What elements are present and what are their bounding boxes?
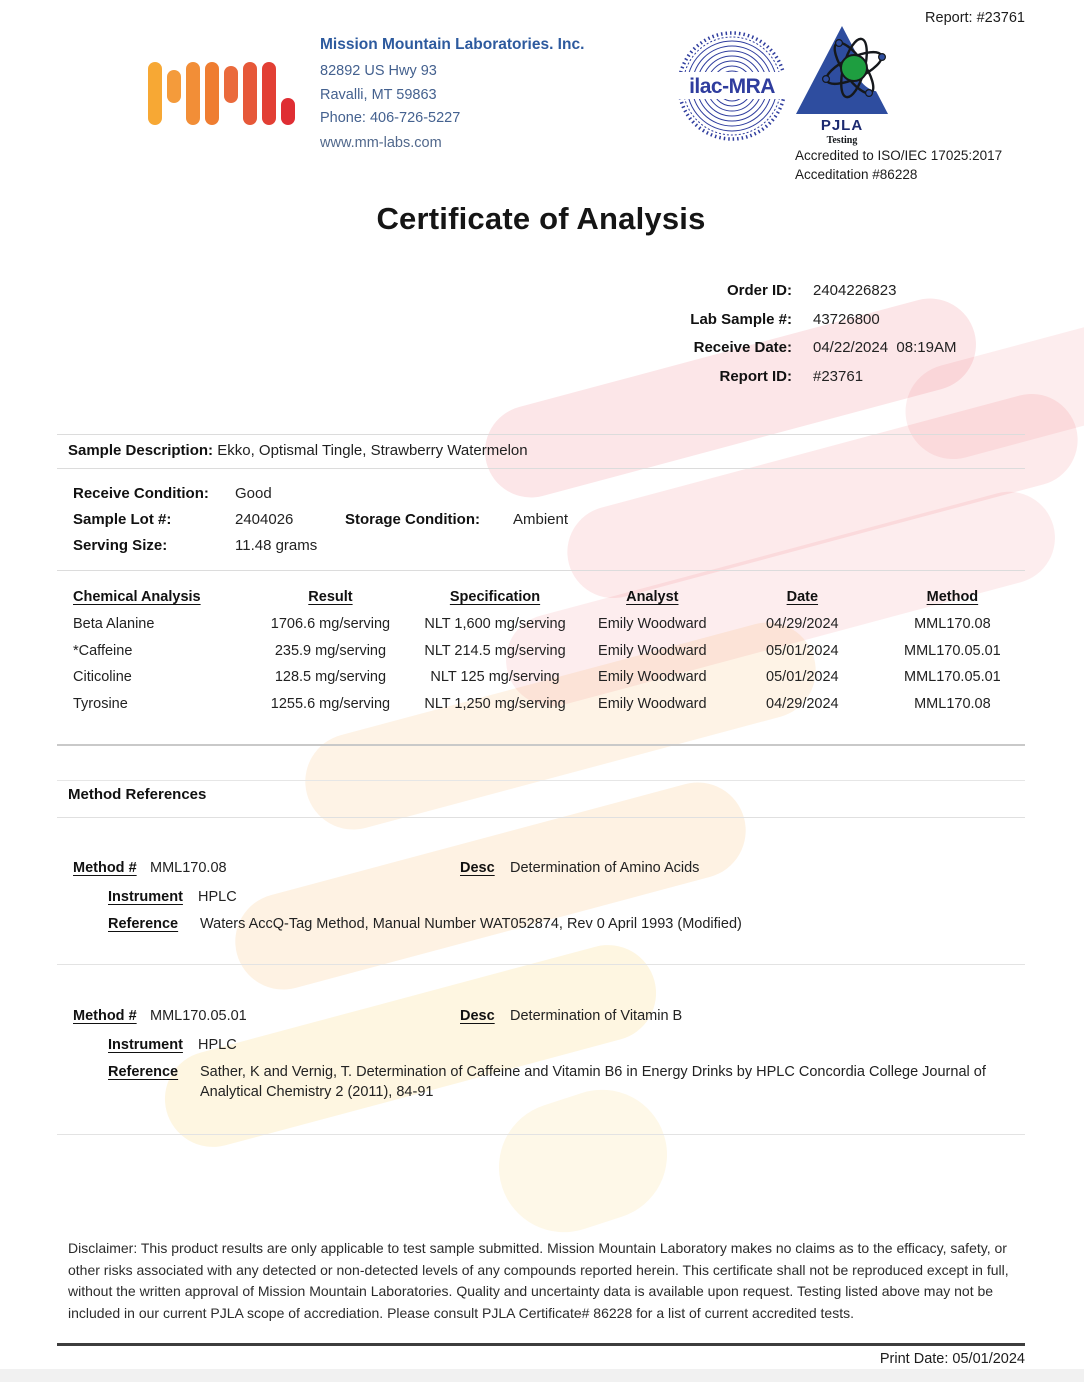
col-header-analyst: Analyst [626, 589, 679, 605]
logo-bar [224, 66, 238, 103]
table-row [57, 638, 1025, 665]
receive-condition-label: Receive Condition: [73, 485, 209, 502]
sample-description-band [57, 434, 1025, 469]
method-number-label: Method # [73, 1008, 137, 1024]
divider [57, 817, 1025, 818]
sample-conditions [57, 481, 1025, 559]
cell-analyst: Emily Woodward [598, 669, 707, 686]
logo-bar [167, 70, 181, 103]
col-header-chemical-analysis: Chemical Analysis [73, 589, 201, 605]
report-id-label: Report ID: [719, 367, 792, 385]
col-header-method: Method [926, 589, 979, 605]
serving-size-label: Serving Size: [73, 537, 168, 554]
pjla-sub-label: Testing [826, 135, 858, 146]
serving-size-value: 11.48 grams [235, 537, 318, 554]
cell-analyst: Emily Woodward [598, 616, 707, 633]
page-edge [0, 1369, 1084, 1382]
lab-sample-value: 43726800 [813, 310, 880, 328]
col-header-date: Date [786, 589, 819, 605]
sample-lot-value: 2404026 [235, 511, 294, 528]
receive-date-label: Receive Date: [693, 339, 792, 356]
sample-lot-row [57, 507, 1025, 533]
col-header-result: Result [308, 589, 353, 605]
sample-description-label: Sample Description: [68, 442, 214, 459]
cell-method: MML170.08 [914, 616, 991, 633]
cell-date: 04/29/2024 [766, 616, 839, 633]
cell-date: 05/01/2024 [766, 669, 839, 686]
method-1-instrument: HPLC [198, 889, 237, 905]
method-2-reference: Sather, K and Vernig, T. Determination of Caffeine and Vitamin B6 in Energy Drinks by HPLC Concordia College Journal of Analytical Chemistry 2 (2011), 84-91 [200, 1064, 986, 1100]
method-2-id: MML170.05.01 [150, 1008, 247, 1024]
pjla-logo [792, 22, 904, 146]
cell-analyte: Beta Alanine [73, 616, 155, 633]
print-date: Print Date: 05/01/2024 [879, 1351, 1025, 1367]
cell-specification: NLT 1,600 mg/serving [424, 616, 566, 633]
receive-date-value: 04/22/2024 08:19AM [813, 339, 957, 356]
sample-description-value: Ekko, Optismal Tingle, Strawberry Watermelon [217, 442, 528, 459]
col-header-specification: Specification [449, 589, 541, 605]
page-title: Certificate of Analysis [376, 201, 706, 236]
logo-bar [148, 62, 162, 125]
lab-sample-row [500, 310, 970, 330]
cell-analyte: Tyrosine [73, 695, 128, 712]
sample-lot-label: Sample Lot #: [73, 511, 172, 528]
cell-specification: NLT 125 mg/serving [430, 669, 560, 686]
table-row [57, 664, 1025, 691]
ilac-mra-label: ilac-MRA [689, 75, 775, 98]
table-row [57, 611, 1025, 638]
chemical-analysis-table [57, 583, 1025, 717]
cell-result: 235.9 mg/serving [274, 642, 387, 659]
accreditation-text [795, 146, 1002, 184]
method-1-id: MML170.08 [150, 860, 227, 876]
company-address-line-1: 82892 US Hwy 93 [320, 63, 437, 79]
accreditation-line-1: Accredited to ISO/IEC 17025:2017 [795, 148, 1003, 163]
storage-condition-value: Ambient [513, 511, 569, 528]
cell-analyte: *Caffeine [73, 642, 133, 659]
logo-bar [262, 62, 276, 125]
storage-condition-label: Storage Condition: [345, 511, 480, 528]
instrument-label: Instrument [108, 1037, 183, 1053]
company-name: Mission Mountain Laboratories. Inc. [320, 36, 585, 53]
ilac-mra-logo [676, 28, 788, 144]
company-info [320, 36, 584, 151]
company-phone: Phone: 406-726-5227 [320, 110, 461, 126]
serving-size-row [57, 533, 1025, 559]
divider [57, 1134, 1025, 1135]
method-1-reference: Waters AccQ-Tag Method, Manual Number WAT052874, Rev 0 April 1993 (Modified) [200, 916, 742, 932]
pjla-label: PJLA [820, 117, 864, 134]
divider [57, 744, 1025, 746]
cell-analyst: Emily Woodward [598, 695, 707, 712]
receive-condition-value: Good [235, 485, 272, 502]
logo-bar [186, 62, 200, 125]
method-references-heading: Method References [68, 786, 207, 803]
cell-result: 1706.6 mg/serving [270, 616, 391, 633]
receive-date-row [500, 338, 970, 358]
instrument-label: Instrument [108, 889, 183, 905]
mml-logo [148, 62, 298, 125]
cell-date: 05/01/2024 [766, 642, 839, 659]
cell-specification: NLT 214.5 mg/serving [424, 642, 566, 659]
report-id-row [500, 367, 970, 387]
reference-label: Reference [108, 916, 179, 932]
logo-bar [281, 98, 295, 125]
order-id-label: Order ID: [726, 282, 792, 299]
order-info [500, 281, 970, 395]
method-number-label: Method # [73, 860, 137, 876]
divider [57, 570, 1025, 571]
cell-specification: NLT 1,250 mg/serving [424, 695, 566, 712]
cell-analyte: Citicoline [73, 669, 132, 686]
desc-label: Desc [460, 860, 495, 876]
divider [57, 780, 1025, 781]
cell-method: MML170.05.01 [904, 669, 1001, 686]
logo-bar [243, 62, 257, 125]
cell-date: 04/29/2024 [766, 695, 839, 712]
cell-result: 1255.6 mg/serving [270, 695, 391, 712]
order-id-row [500, 281, 970, 301]
report-id-value: #23761 [813, 367, 864, 385]
logo-bar [205, 62, 219, 125]
table-header-row [57, 583, 1025, 611]
lab-sample-label: Lab Sample #: [690, 310, 792, 328]
cell-analyst: Emily Woodward [598, 642, 707, 659]
method-2-desc: Determination of Vitamin B [510, 1008, 683, 1024]
method-1-desc: Determination of Amino Acids [510, 860, 700, 876]
method-2-instrument: HPLC [198, 1037, 237, 1053]
cell-result: 128.5 mg/serving [274, 669, 387, 686]
order-id-value: 2404226823 [813, 282, 897, 299]
cell-method: MML170.08 [914, 695, 991, 712]
reference-label: Reference [108, 1064, 179, 1080]
disclaimer-text: Disclaimer: This product results are only applicable to test sample submitted. Mission Mountain Laboratory makes no claims as to the efficacy, safety, or other risks associated with any detected or non-detected levels of any compounds reported herein. This certificate shall not be reproduced except in full, without the written approval of Mission Mountain Laboratories. Quality and uncertainty data is available upon request. Testing listed above may not be included in our current PJLA scope of accrediation. Please consult PJLA Certificate# 86228 for a list of current accredited tests. [68, 1240, 1009, 1321]
table-row [57, 691, 1025, 718]
accreditation-line-2: Acceditation #86228 [795, 167, 918, 182]
desc-label: Desc [460, 1008, 495, 1024]
company-address-line-2: Ravalli, MT 59863 [320, 86, 437, 103]
receive-condition-row [57, 481, 1025, 507]
cell-method: MML170.05.01 [904, 642, 1001, 659]
divider [57, 964, 1025, 965]
footer-divider [57, 1343, 1025, 1346]
company-website: www.mm-labs.com [320, 134, 442, 151]
report-number: Report: #23761 [925, 10, 1025, 26]
